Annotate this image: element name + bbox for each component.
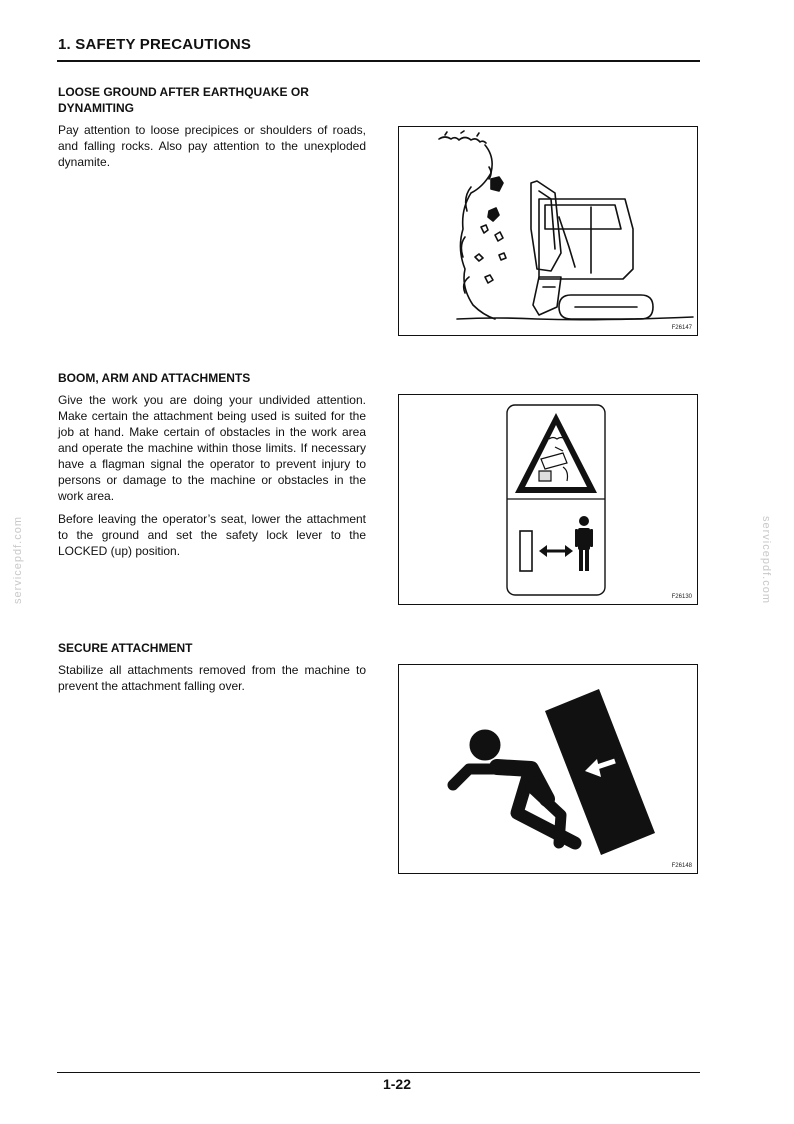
falling-attachment-illustration — [399, 665, 697, 873]
section-text-loose-ground: Pay attention to loose precipices or shoulders of roads, and falling rocks. Also pay attention to the unexploded dynamite. — [58, 123, 366, 169]
safety-decal-illustration — [399, 395, 697, 604]
page-number: 1-22 — [382, 1076, 412, 1092]
footer-rule — [57, 1072, 700, 1073]
figure-code: F26130 — [671, 594, 692, 600]
section-text-boom-arm-2: Before leaving the operator’s seat, lower the attachment to the ground and set the safety lock lever to the LOCKED (up) position. — [58, 512, 366, 558]
header-rule — [57, 60, 700, 62]
section-title-boom-arm: BOOM, ARM AND ATTACHMENTS — [58, 371, 251, 385]
excavator-rockfall-illustration — [399, 127, 697, 335]
figure-falling-attachment — [398, 664, 698, 874]
crouching-person-icon — [453, 730, 575, 843]
figure-safety-decal — [398, 394, 698, 605]
section-text-secure-attachment: Stabilize all attachments removed from the machine to prevent the attachment falling over. — [58, 663, 366, 693]
watermark-left: servicepdf.com — [12, 516, 24, 604]
section-title-loose-ground: LOOSE GROUND AFTER EARTHQUAKE OR DYNAMITING — [58, 85, 309, 115]
figure-code: F26148 — [671, 863, 692, 869]
section-text-boom-arm-1: Give the work you are doing your undivided attention. Make certain the attachment being used is suited for the job at hand. Make certain of obstacles in the work area and operate the machine within those limits. If necessary have a flagman signal the operator to prevent injury to persons or damage to the machine or obstacles in the work area. — [58, 393, 366, 503]
figure-excavator-falling-rocks — [398, 126, 698, 336]
section-title-secure-attachment: SECURE ATTACHMENT — [58, 641, 193, 655]
page-title: 1. SAFETY PRECAUTIONS — [58, 36, 252, 53]
watermark-right: servicepdf.com — [760, 516, 772, 604]
double-arrow-icon — [539, 545, 573, 557]
person-icon — [575, 516, 593, 571]
barrier-icon — [520, 531, 532, 571]
figure-code: F26147 — [671, 325, 692, 331]
